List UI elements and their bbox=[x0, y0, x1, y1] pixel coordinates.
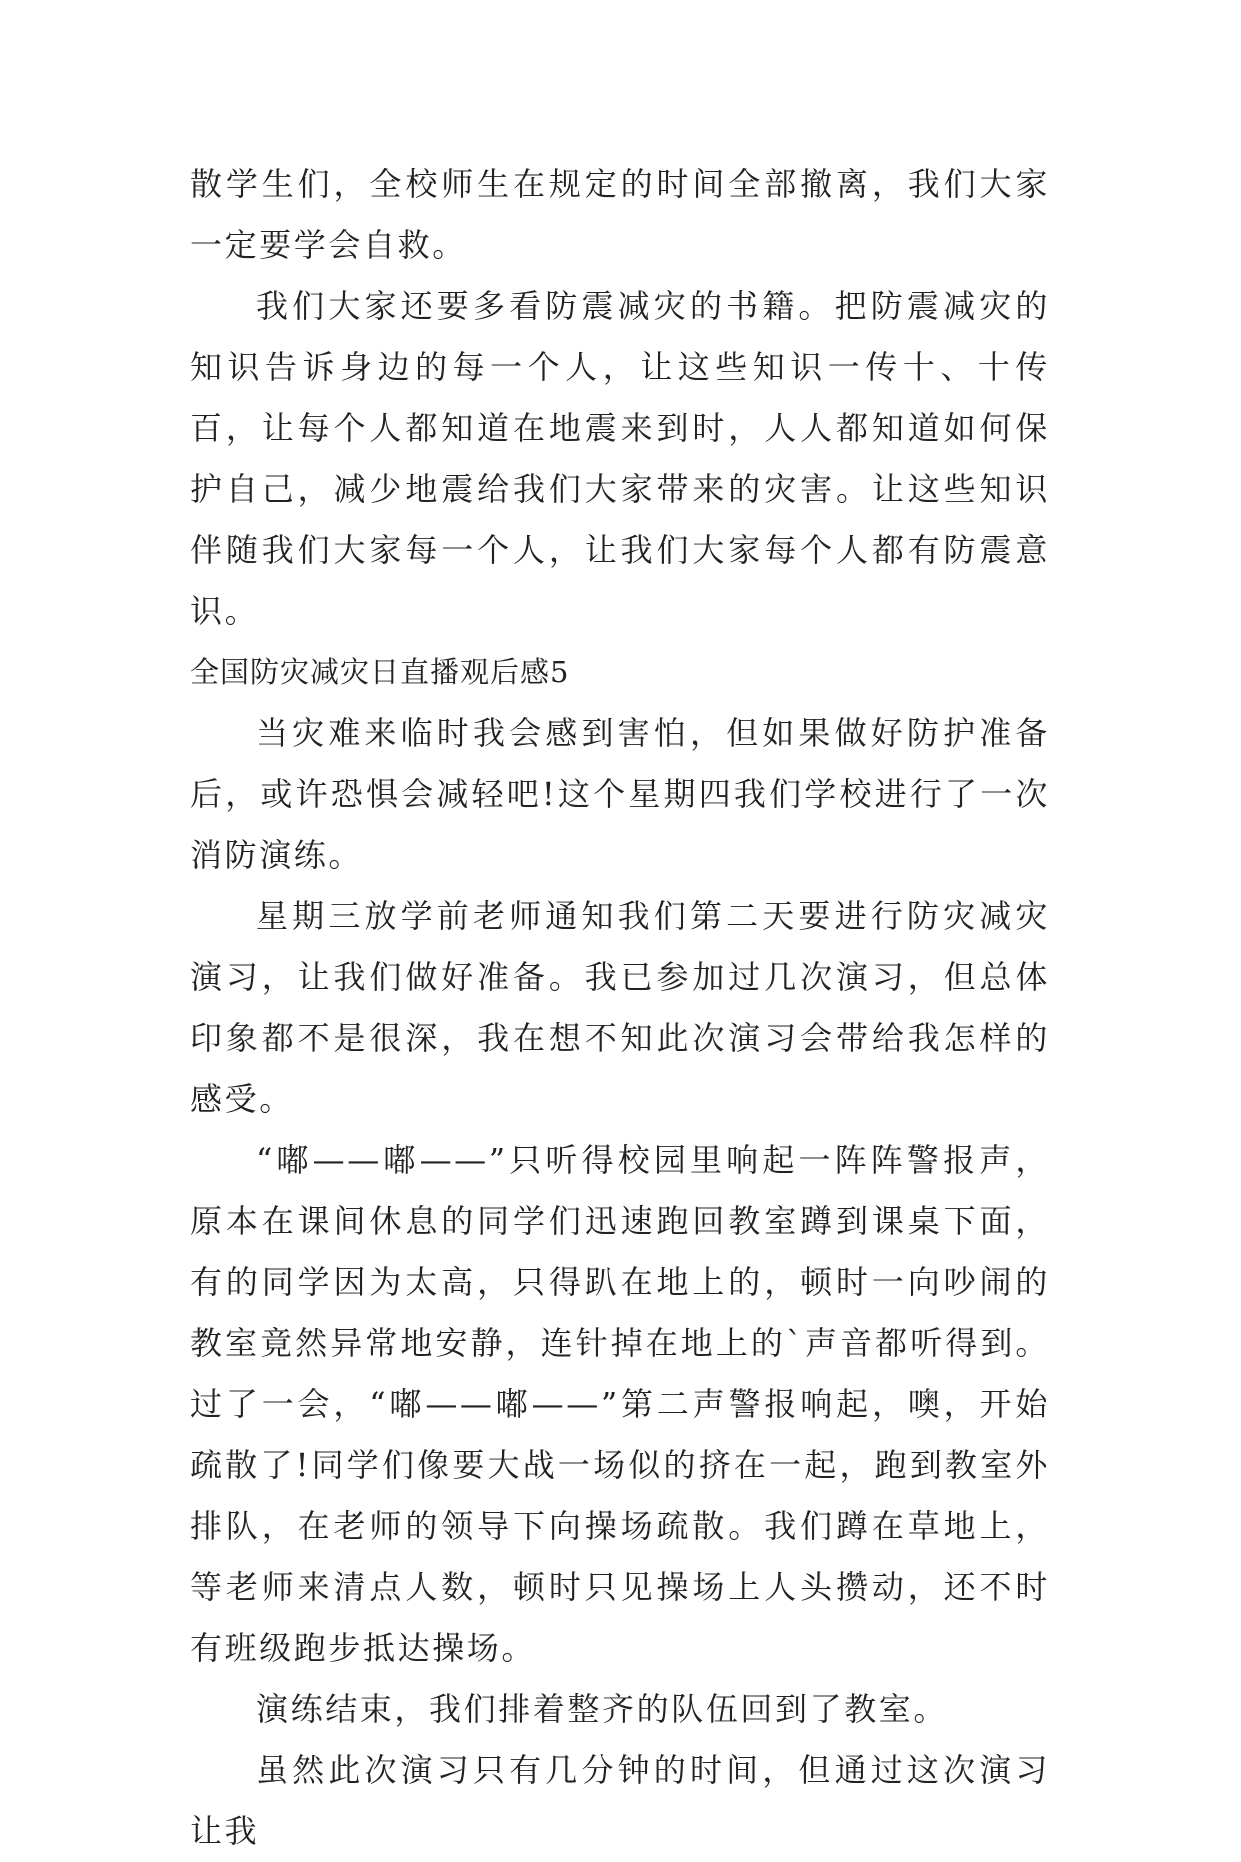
paragraph-2: 我们大家还要多看防震减灾的书籍。把防震减灾的知识告诉身边的每一个人，让这些知识一传十、十传百，让每个人都知道在地震来到时，人人都知道如何保护自己，减少地震给我们大家带来的灾害。让这些知识伴随我们大家每一个人，让我们大家每个人都有防震意识。 bbox=[190, 287, 1050, 630]
section-heading: 全国防灾减灾日直播观后感5 bbox=[190, 655, 570, 689]
paragraph-7: 虽然此次演习只有几分钟的时间，但通过这次演习让我 bbox=[190, 1751, 1050, 1850]
paragraph-4: 星期三放学前老师通知我们第二天要进行防灾减灾演习，让我们做好准备。我已参加过几次演习，但总体印象都不是很深，我在想不知此次演习会带给我怎样的感受。 bbox=[190, 897, 1050, 1118]
paragraph-6: 演练结束，我们排着整齐的队伍回到了教室。 bbox=[256, 1690, 949, 1728]
paragraph-1: 散学生们，全校师生在规定的时间全部撤离，我们大家一定要学会自救。 bbox=[190, 165, 1050, 264]
paragraph-3: 当灾难来临时我会感到害怕，但如果做好防护准备后，或许恐惧会减轻吧!这个星期四我们学校进行了一次消防演练。 bbox=[190, 714, 1050, 874]
document-body bbox=[190, 154, 1050, 1862]
paragraph-5: “嘟——嘟——”只听得校园里响起一阵阵警报声，原本在课间休息的同学们迅速跑回教室蹲到课桌下面，有的同学因为太高，只得趴在地上的，顿时一向吵闹的教室竟然异常地安静，连针掉在地上的`声音都听得到。过了一会，“嘟——嘟——”第二声警报响起，噢，开始疏散了!同学们像要大战一场似的挤在一起，跑到教室外排队，在老师的领导下向操场疏散。我们蹲在草地上，等老师来清点人数，顿时只见操场上人头攒动，还不时有班级跑步抵达操场。 bbox=[190, 1141, 1050, 1667]
